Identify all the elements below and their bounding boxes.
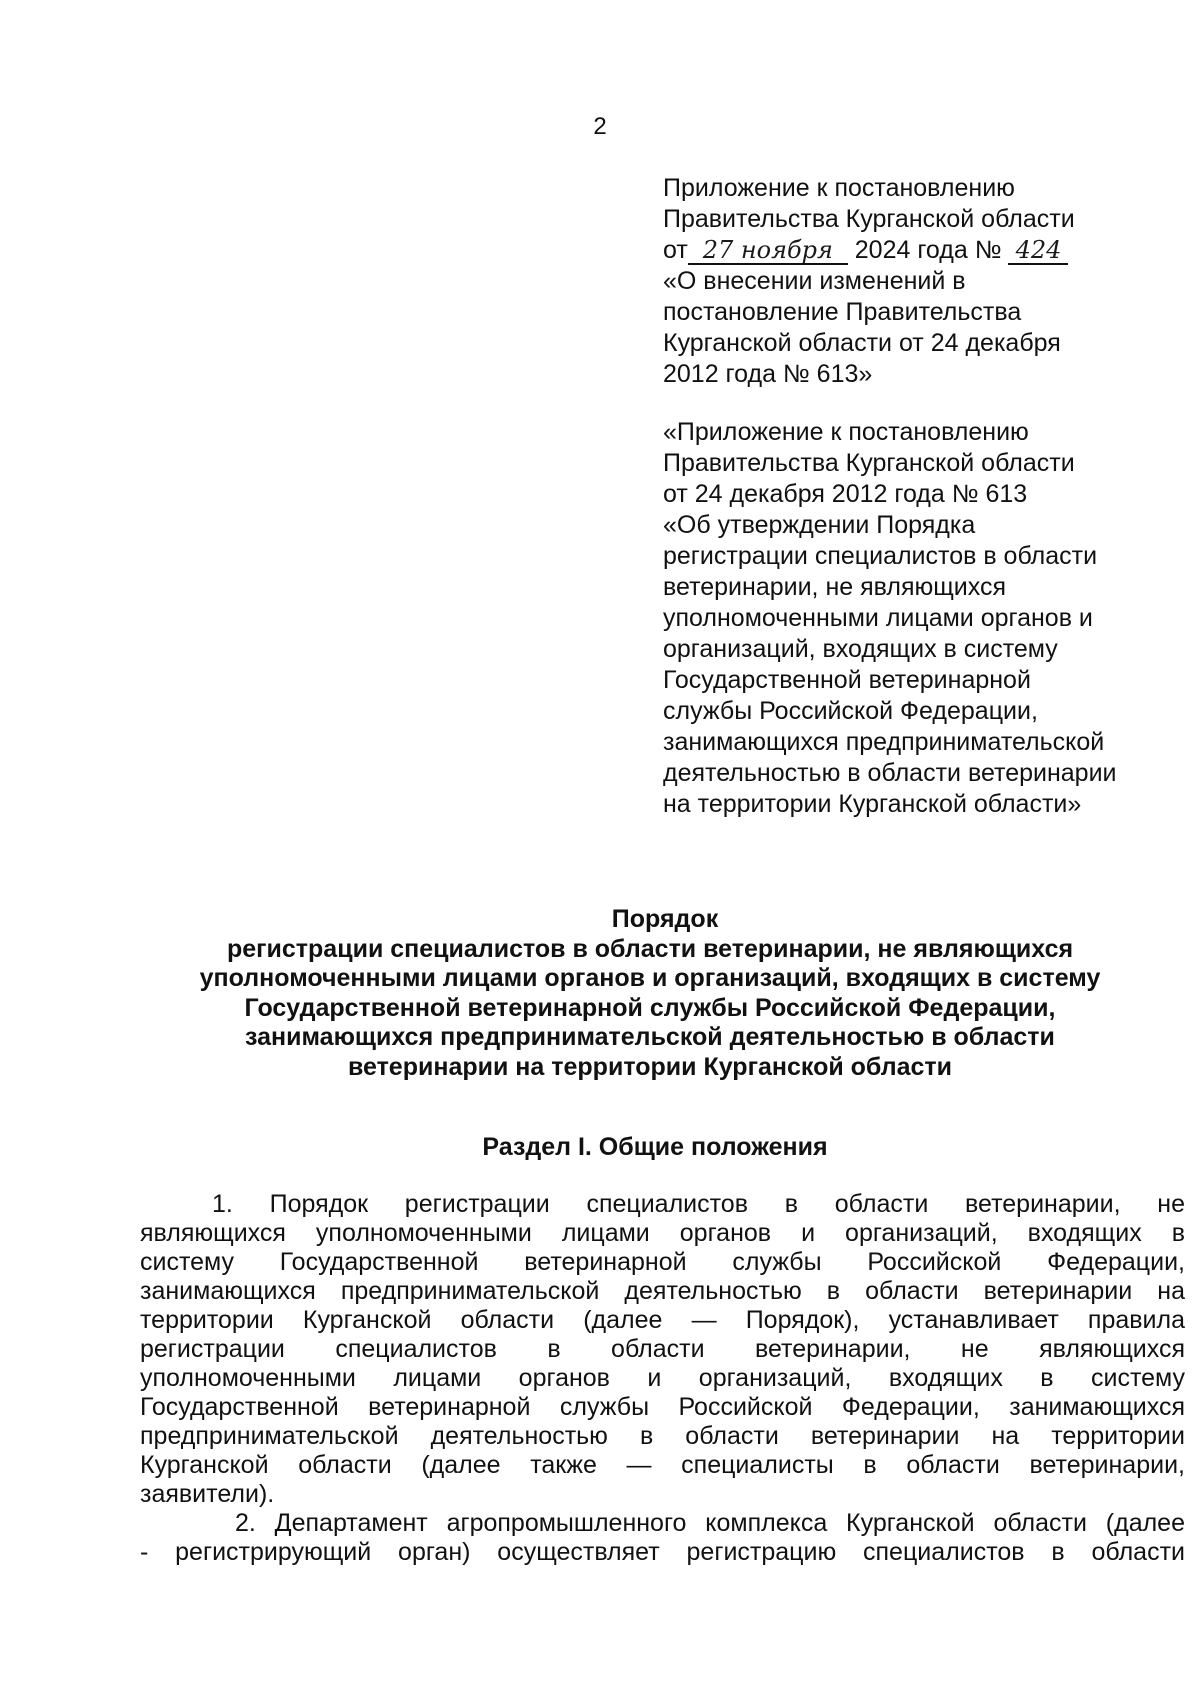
quoted-attachment-line: организаций, входящих в систему — [663, 635, 1058, 663]
page-number: 2 — [593, 113, 607, 140]
quoted-attachment-line: занимающихся предпринимательской — [663, 728, 1105, 756]
quoted-attachment-line: ветеринарии, не являющихся — [663, 573, 1007, 601]
attachment-header-line: 2012 года № 613» — [663, 360, 873, 388]
attachment-header — [663, 173, 1163, 390]
attachment-header-line: Правительства Курганской области — [663, 205, 1075, 233]
quoted-attachment-line: на территории Курганской области» — [663, 790, 1082, 818]
paragraph-1-line: занимающихся предпринимательской деятельностью в области ветеринарии на — [140, 1277, 1185, 1305]
quoted-attachment-line: Государственной ветеринарной — [663, 666, 1031, 694]
paragraph-1-line: уполномоченными лицами органов и организаций, входящих в систему — [140, 1364, 1185, 1392]
paragraph-1-line: 1. Порядок регистрации специалистов в области ветеринарии, не — [212, 1190, 1185, 1218]
paragraph-1-line: Государственной ветеринарной службы Российской Федерации, занимающихся — [140, 1393, 1185, 1421]
quoted-attachment-line: Правительства Курганской области — [663, 449, 1075, 477]
quoted-attachment-line: службы Российской Федерации, — [663, 697, 1038, 725]
attachment-header-line: Курганской области от 24 декабря — [663, 329, 1061, 357]
quoted-attachment-line: от 24 декабря 2012 года № 613 — [663, 480, 1028, 508]
quoted-attachment — [663, 417, 1163, 820]
attachment-header-line: Приложение к постановлению — [663, 174, 1015, 202]
section-heading: Раздел I. Общие положения — [482, 1133, 828, 1161]
attachment-date-line — [663, 235, 1163, 266]
document-title-line: Государственной ветеринарной службы Российской Федерации, — [244, 993, 1056, 1022]
document-title — [120, 905, 1180, 1082]
paragraph-2-line: 2. Департамент агропромышленного комплекса Курганской области (далее — [235, 1509, 1185, 1537]
handwritten-number: 424 — [1008, 237, 1068, 265]
document-title-line: ветеринарии на территории Курганской области — [347, 1052, 953, 1081]
paragraph-1-line: Курганской области (далее также — специалисты в области ветеринарии, — [140, 1451, 1185, 1479]
paragraph-2-line: - регистрирующий орган) осуществляет регистрацию специалистов в области — [140, 1538, 1185, 1566]
quoted-attachment-line: «Приложение к постановлению — [663, 418, 1029, 446]
attachment-header-line: постановление Правительства — [663, 298, 1022, 326]
year-text: 2024 года № — [854, 236, 1002, 264]
handwritten-date: 27 ноября — [688, 237, 848, 265]
document-title-line: уполномоченными лицами органов и организаций, входящих в систему — [199, 964, 1101, 992]
quoted-attachment-line: деятельностью в области ветеринарии — [663, 759, 1117, 787]
quoted-attachment-line: регистрации специалистов в области — [663, 542, 1098, 570]
paragraph-1-line: территории Курганской области (далее — Порядок), устанавливает правила — [140, 1306, 1185, 1334]
quoted-attachment-line: «Об утверждении Порядка — [663, 511, 976, 539]
paragraph-1-line: заявители). — [140, 1480, 275, 1508]
quoted-attachment-line: уполномоченными лицами органов и — [663, 604, 1093, 632]
paragraph-1-line: являющихся уполномоченными лицами органов и организаций, входящих в — [140, 1219, 1185, 1247]
paragraph-1-line: предпринимательской деятельностью в области ветеринарии на территории — [140, 1422, 1185, 1450]
body-text — [140, 1190, 1185, 1567]
paragraph-1-line: систему Государственной ветеринарной службы Российской Федерации, — [140, 1248, 1185, 1276]
attachment-header-line: «О внесении изменений в — [663, 267, 966, 295]
date-prefix: от — [663, 236, 688, 264]
document-title-line: регистрации специалистов в области ветеринарии, не являющихся — [226, 934, 1074, 963]
document-title-line: занимающихся предпринимательской деятельностью в области — [245, 1023, 1055, 1051]
document-title-line: Порядок — [611, 905, 719, 933]
paragraph-1-line: регистрации специалистов в области ветеринарии, не являющихся — [140, 1335, 1185, 1363]
